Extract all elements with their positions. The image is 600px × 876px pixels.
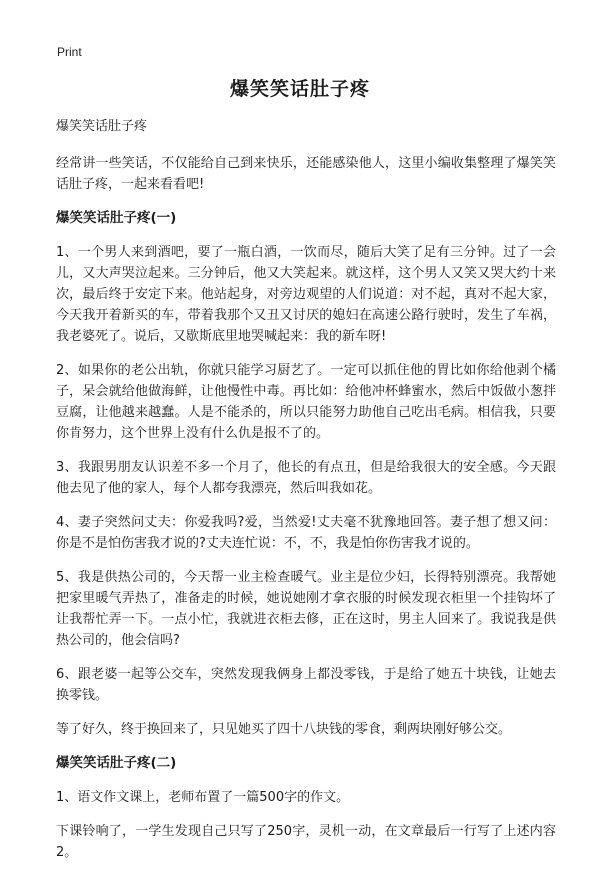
paragraph: 3、我跟男朋友认识差不多一个月了，他长的有点丑，但是给我很大的安全感。今天跟他去见了他的家人，每个人都夸我漂亮，然后叫我如花。: [56, 460, 556, 496]
paragraph: 等了好久，终于换回来了，只见她买了四十八块钱的零食，剩两块刚好够公交。: [56, 722, 512, 737]
paragraph: 1、一个男人来到酒吧，要了一瓶白酒，一饮而尽，随后大笑了足有三分钟。过了一会儿，又大声哭泣起来。三分钟后，他又大笑起来。就这样，这个男人又笑又哭大约十来次，最后终于安定下来。他站起身，对旁边观望的人们说道：对不起，真对不起大家，今天我开着新买的车，带着我那个又丑又讨厌的媳妇在高速公路行驶时，发生了车祸，我老婆死了。说后，又歇斯底里地哭喊起来：我的新车呀!: [56, 245, 556, 344]
paragraph: 6、跟老婆一起等公交车，突然发现我俩身上都没零钱，于是给了她五十块钱，让她去换零钱。: [56, 667, 556, 703]
intro-paragraph: 经常讲一些笑话，不仅能给自己到来快乐，还能感染他人，这里小编收集整理了爆笑笑话肚子疼，一起来看看吧!: [56, 156, 556, 192]
section-heading-2: 爆笑笑话肚子疼(二): [56, 755, 177, 771]
paragraph: 4、妻子突然问丈夫：你爱我吗?爱，当然爱!丈夫毫不犹豫地回答。妻子想了想又问：你是不是怕伤害我才说的?丈夫连忙说：不，不，我是怕你伤害我才说的。: [56, 515, 556, 551]
document-subtitle: 爆笑笑话肚子疼: [56, 119, 148, 134]
paragraph: 5、我是供热公司的，今天帮一业主检查暖气。业主是位少妇，长得特别漂亮。我帮她把家里暖气弄热了，准备走的时候，她说她刚才拿衣服的时候发现衣柜里一个挂钩坏了让我帮忙弄一下。一点小忙，我就进衣柜去修，正在这时，男主人回来了。我说我是供热公司的，他会信吗?: [56, 570, 556, 648]
print-link[interactable]: Print: [57, 45, 82, 59]
section-heading-1: 爆笑笑话肚子疼(一): [56, 210, 177, 226]
article-body: [56, 116, 556, 876]
paragraph: 1、语文作文课上，老师布置了一篇500字的作文。: [56, 790, 350, 805]
paragraph: 下课铃响了，一学生发现自己只写了250字，灵机一动，在文章最后一行写了上述内容2。: [56, 824, 556, 860]
page-title: 爆笑笑话肚子疼: [229, 78, 370, 100]
paragraph: 2、如果你的老公出轨，你就只能学习厨艺了。一定可以抓住他的胃比如你给他剥个橘子，呆会就给他做海鲜，让他慢性中毒。再比如：给他冲杯蜂蜜水，然后中饭做小葱拌豆腐，让他越来越蠢。人是不能杀的，所以只能努力助他自己吃出毛病。相信我，只要你肯努力，这个世界上没有什么仇是报不了的。: [56, 363, 556, 441]
